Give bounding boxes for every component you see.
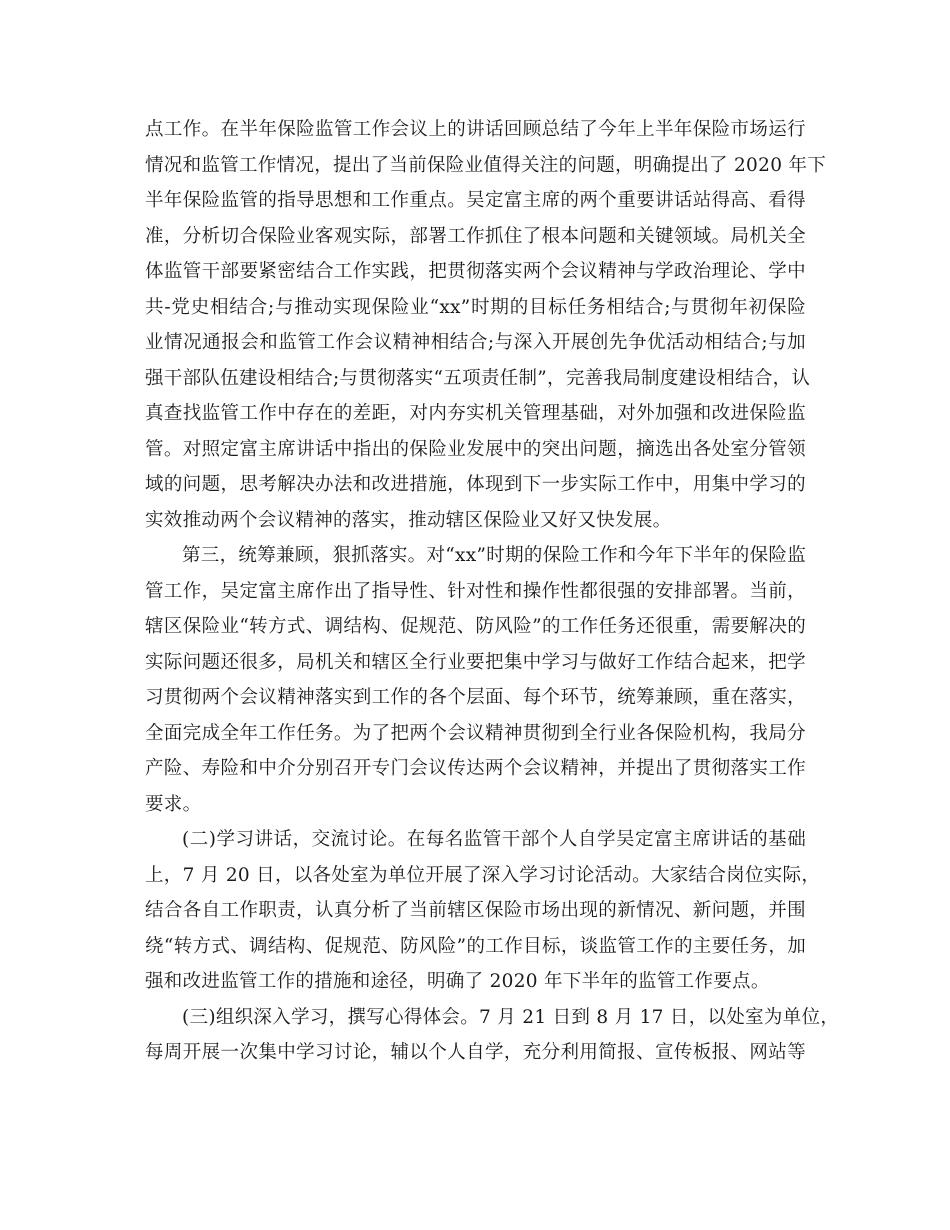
text-line: 实效推动两个会议精神的落实，推动辖区保险业又好又快发展。 [145,509,672,531]
paragraph [145,112,827,538]
text-line: 体监管干部要紧密结合工作实践，把贯彻落实两个会议精神与学政治理论、学中 [145,261,806,282]
text-line: 辖区保险业“转方式、调结构、促规范、防风险”的工作任务还很重，需要解决的 [145,616,806,637]
text-line: 要求。 [145,793,202,815]
text-line: 点工作。在半年保险监管工作会议上的讲话回顾总结了今年上半年保险市场运行 [145,119,806,140]
text-line: (二)学习讲话，交流讨论。在每名监管干部个人自学吴定富主席讲话的基础 [182,829,806,850]
text-line: 实际问题还很多，局机关和辖区全行业要把集中学习与做好工作结合起来，把学 [145,651,806,673]
text-line: 全面完成全年工作任务。为了把两个会议精神贯彻到全行业各保险机构，我局分 [145,722,806,744]
paragraph [145,538,806,822]
paragraph [145,822,821,1000]
text-line: 准，分析切合保险业客观实际，部署工作抓住了根本问题和关键领域。局机关全 [145,225,806,247]
text-line: 上，7 月 20 日，以各处室为单位开展了深入学习讨论活动。大家结合岗位实际， [145,864,821,886]
text-line: 习贯彻两个会议精神落实到工作的各个层面、每个环节，统筹兼顾，重在落实， [145,687,806,708]
text-line: 业情况通报会和监管工作会议精神相结合;与深入开展创先争优活动相结合;与加 [145,332,806,353]
text-line: 第三，统筹兼顾，狠抓落实。对“xx”时期的保险工作和今年下半年的保险监 [182,545,806,566]
text-line: (三)组织深入学习，撰写心得体会。7 月 21 日到 8 月 17 日，以处室为单位， [182,1006,840,1028]
paragraph [145,1000,840,1071]
text-line: 结合各自工作职责，认真分析了当前辖区保险市场出现的新情况、新问题，并围 [145,900,806,921]
text-line: 产险、寿险和中介分别召开专门会议传达两个会议精神，并提出了贯彻落实工作 [145,758,806,779]
text-line: 管。对照定富主席讲话中指出的保险业发展中的突出问题，摘选出各处室分管领 [145,438,806,460]
text-line: 绕“转方式、调结构、促规范、防风险”的工作目标，谈监管工作的主要任务，加 [145,935,806,957]
text-line: 域的问题，思考解决办法和改进措施，体现到下一步实际工作中，用集中学习的 [145,474,806,495]
text-line: 共-党史相结合;与推动实现保险业“xx”时期的目标任务相结合;与贯彻年初保险 [145,296,806,318]
text-line: 每周开展一次集中学习讨论，辅以个人自学，充分利用简报、宣传板报、网站等 [145,1042,806,1063]
text-line: 真查找监管工作中存在的差距，对内夯实机关管理基础，对外加强和改进保险监 [145,403,806,424]
text-line: 强干部队伍建设相结合;与贯彻落实“五项责任制”，完善我局制度建设相结合，认 [145,367,811,389]
text-line: 强和改进监管工作的措施和途径，明确了 2020 年下半年的监管工作要点。 [145,971,770,992]
document-page [145,112,840,1071]
text-line: 半年保险监管的指导思想和工作重点。吴定富主席的两个重要讲话站得高、看得 [145,190,806,211]
text-line: 管工作，吴定富主席作出了指导性、针对性和操作性都很强的安排部署。当前， [145,580,806,602]
text-line: 情况和监管工作情况，提出了当前保险业值得关注的问题，明确提出了 2020 年下 [145,154,827,176]
